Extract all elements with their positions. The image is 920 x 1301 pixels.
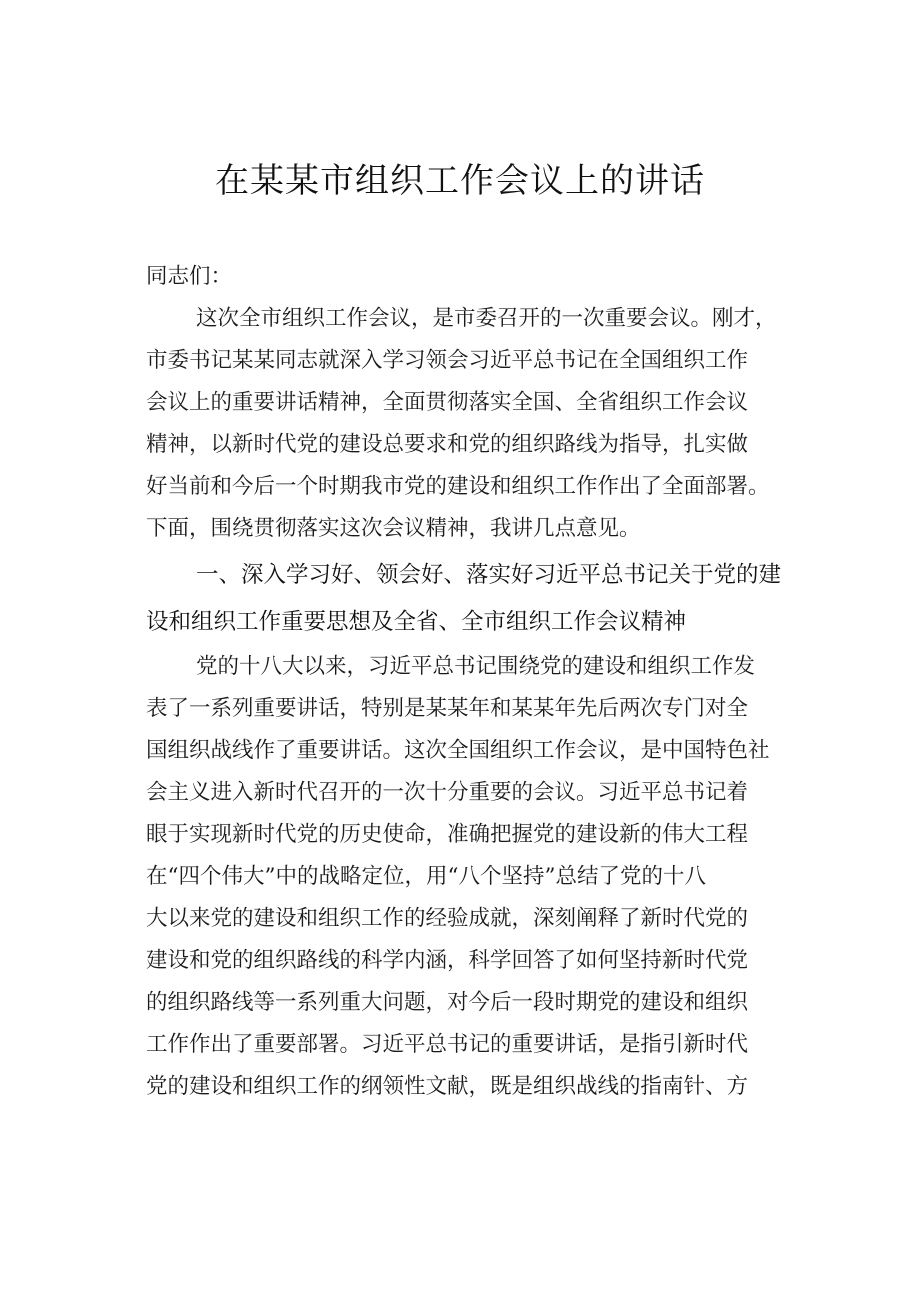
text-line: 在“四个伟大”中的战略定位，用“八个坚持”总结了党的十八 bbox=[146, 864, 706, 889]
document-body bbox=[146, 256, 800, 1108]
text-line: 市委书记某某同志就深入学习领会习近平总书记在全国组织工作 bbox=[146, 348, 749, 373]
text-line: 大以来党的建设和组织工作的经验成就，深刻阐释了新时代党的 bbox=[146, 906, 749, 931]
heading-line: 一、深入学习好、领会好、落实好习近平总书记关于党的建 bbox=[196, 562, 782, 588]
text-line: 国组织战线作了重要讲话。这次全国组织工作会议，是中国特色社 bbox=[146, 738, 770, 763]
text-line: 表了一系列重要讲话，特别是某某年和某某年先后两次专门对全 bbox=[146, 696, 749, 721]
text-line: 精神，以新时代党的建设总要求和党的组织路线为指导，扎实做 bbox=[146, 432, 749, 457]
document-title: 在某某市组织工作会议上的讲话 bbox=[215, 161, 705, 201]
text-line: 党的十八大以来，习近平总书记围绕党的建设和组织工作发 bbox=[196, 654, 756, 679]
paragraph-opening bbox=[146, 298, 800, 550]
text-line: 的组织路线等一系列重大问题，对今后一段时期党的建设和组织 bbox=[146, 990, 749, 1015]
section-heading-1 bbox=[146, 552, 800, 646]
paragraph-section-1 bbox=[146, 646, 800, 1108]
text-line: 会议上的重要讲话精神，全面贯彻落实全国、全省组织工作会议 bbox=[146, 390, 749, 415]
text-line: 这次全市组织工作会议，是市委召开的一次重要会议。刚才， bbox=[196, 306, 777, 331]
text-line: 党的建设和组织工作的纲领性文献，既是组织战线的指南针、方 bbox=[146, 1074, 749, 1099]
text-line: 下面，围绕贯彻落实这次会议精神，我讲几点意见。 bbox=[146, 516, 641, 541]
heading-line: 设和组织工作重要思想及全省、全市组织工作会议精神 bbox=[146, 609, 687, 635]
text-line: 建设和党的组织路线的科学内涵，科学回答了如何坚持新时代党 bbox=[146, 948, 749, 973]
text-line: 好当前和今后一个时期我市党的建设和组织工作作出了全面部署。 bbox=[146, 474, 770, 499]
text-line: 工作作出了重要部署。习近平总书记的重要讲话，是指引新时代 bbox=[146, 1032, 749, 1057]
salutation: 同志们： bbox=[146, 264, 233, 289]
text-line: 会主义进入新时代召开的一次十分重要的会议。习近平总书记着 bbox=[146, 780, 749, 805]
text-line: 眼于实现新时代党的历史使命，准确把握党的建设新的伟大工程 bbox=[146, 822, 749, 847]
